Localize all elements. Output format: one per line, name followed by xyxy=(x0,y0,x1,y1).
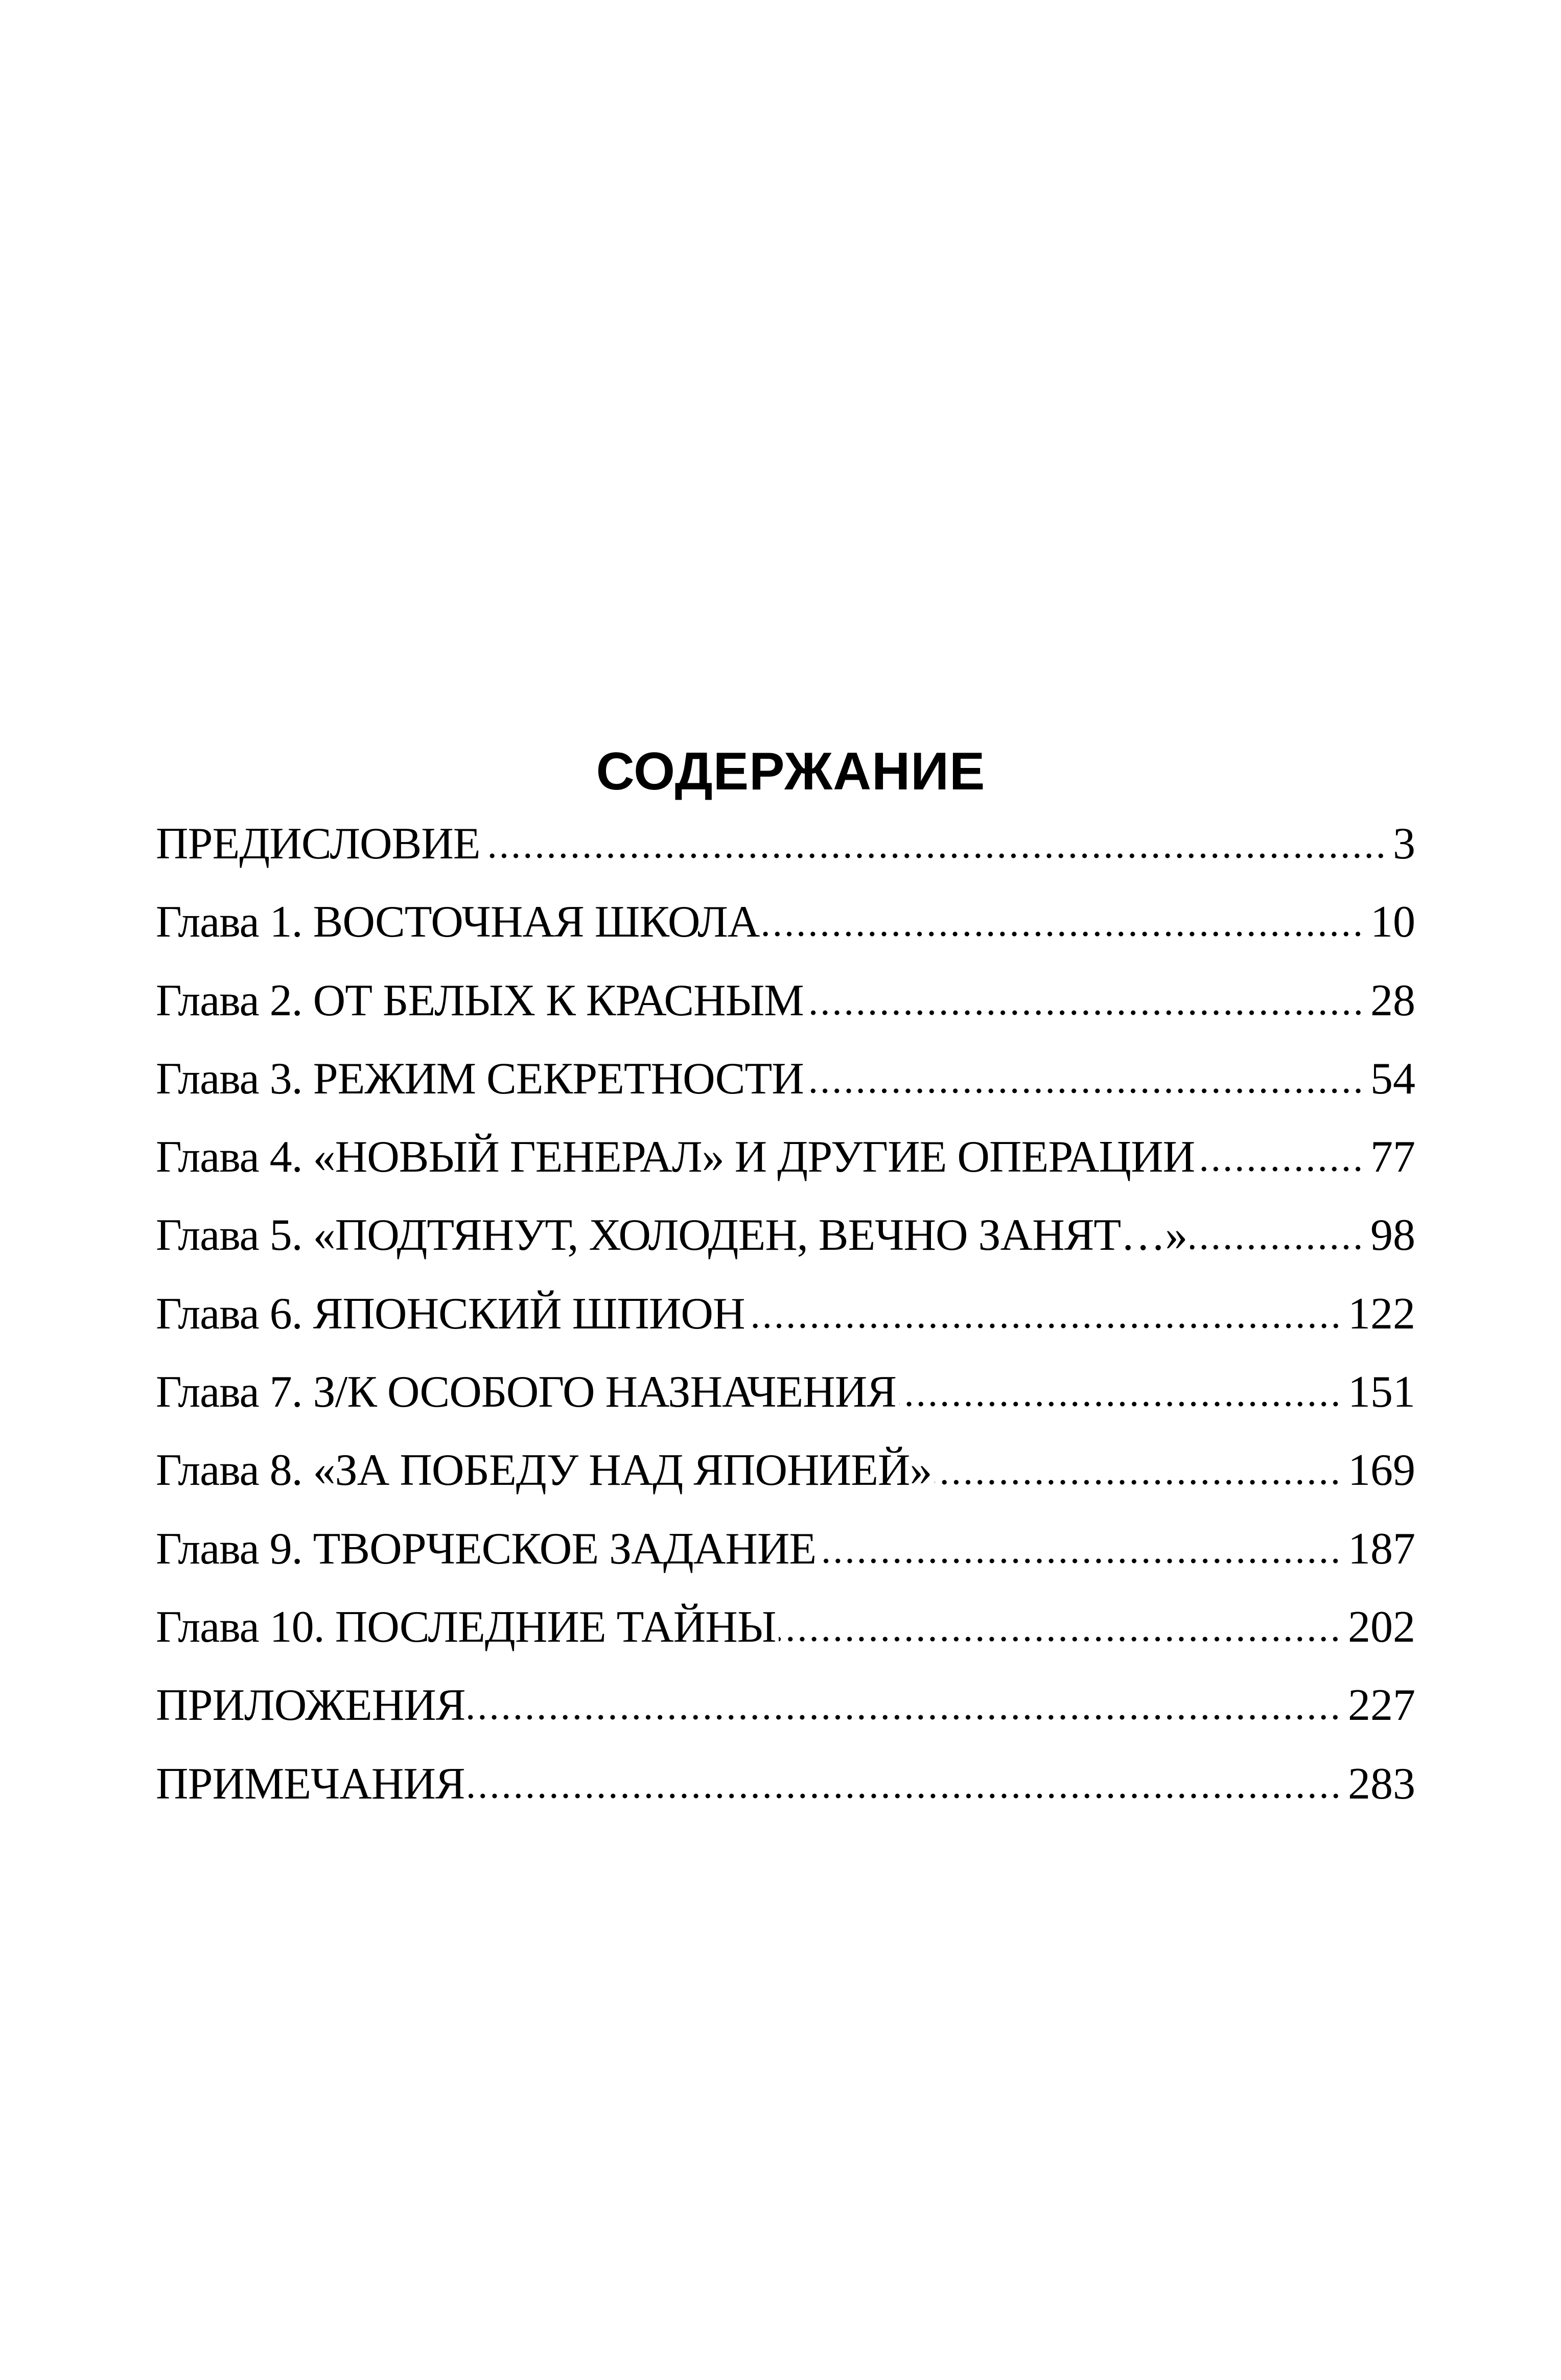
dot-leader xyxy=(1190,1243,1367,1250)
toc-page-number: 98 xyxy=(1370,1210,1415,1261)
toc-entry-label: Глава 10. ПОСЛЕДНИЕ ТАЙНЫ xyxy=(156,1602,776,1652)
toc-heading: СОДЕРЖАНИЕ xyxy=(596,741,986,801)
toc-entry-chapter-3[interactable] xyxy=(156,1048,1415,1127)
dot-leader xyxy=(1198,1164,1367,1172)
toc-entry-chapter-1[interactable] xyxy=(156,892,1415,970)
dot-leader xyxy=(468,1791,1345,1799)
dot-leader xyxy=(483,851,1390,858)
dot-leader xyxy=(807,1008,1367,1015)
toc-page-number: 3 xyxy=(1393,819,1415,869)
toc-entry-chapter-7[interactable] xyxy=(156,1362,1415,1440)
toc-page-number: 227 xyxy=(1348,1681,1415,1731)
dot-leader xyxy=(762,929,1367,937)
dot-leader xyxy=(807,1086,1367,1093)
toc-entry-chapter-6[interactable] xyxy=(156,1284,1415,1362)
toc-page-number: 283 xyxy=(1348,1759,1415,1809)
toc-entry-notes[interactable] xyxy=(156,1754,1415,1832)
dot-leader xyxy=(748,1321,1345,1328)
toc-entry-chapter-5[interactable] xyxy=(156,1205,1415,1283)
toc-entry-appendices[interactable] xyxy=(156,1675,1415,1753)
toc-entry-label: Глава 7. З/К ОСОБОГО НАЗНАЧЕНИЯ xyxy=(156,1367,896,1417)
toc-entry-chapter-8[interactable] xyxy=(156,1440,1415,1518)
toc-entry-preface[interactable] xyxy=(156,813,1415,892)
toc-entry-label: Глава 5. «ПОДТЯНУТ, ХОЛОДЕН, ВЕЧНО ЗАНЯТ…» xyxy=(156,1210,1187,1261)
toc-page-number: 54 xyxy=(1370,1054,1415,1104)
dot-leader xyxy=(935,1478,1345,1485)
dot-leader xyxy=(779,1635,1345,1642)
table-of-contents xyxy=(156,813,1415,1832)
toc-entry-label: Глава 3. РЕЖИМ СЕКРЕТНОСТИ xyxy=(156,1054,804,1104)
toc-page-number: 202 xyxy=(1348,1602,1415,1652)
toc-page-number: 187 xyxy=(1348,1524,1415,1574)
toc-entry-chapter-9[interactable] xyxy=(156,1519,1415,1597)
toc-entry-label: Глава 8. «ЗА ПОБЕДУ НАД ЯПОНИЕЙ» xyxy=(156,1445,932,1496)
toc-page-number: 151 xyxy=(1348,1367,1415,1417)
dot-leader xyxy=(819,1556,1345,1564)
toc-entry-label: ПРИМЕЧАНИЯ xyxy=(156,1759,465,1809)
toc-entry-label: Глава 9. ТВОРЧЕСКОЕ ЗАДАНИЕ xyxy=(156,1524,817,1574)
toc-entry-label: Глава 2. ОТ БЕЛЫХ К КРАСНЫМ xyxy=(156,975,804,1025)
toc-page-number: 10 xyxy=(1370,897,1415,947)
toc-entry-label: Глава 4. «НОВЫЙ ГЕНЕРАЛ» И ДРУГИЕ ОПЕРАЦИИ xyxy=(156,1132,1195,1182)
toc-page-number: 169 xyxy=(1348,1445,1415,1496)
toc-page-number: 28 xyxy=(1370,975,1415,1025)
toc-entry-label: Глава 6. ЯПОНСКИЙ ШПИОН xyxy=(156,1289,745,1339)
toc-entry-label: ПРИЛОЖЕНИЯ xyxy=(156,1681,465,1731)
toc-entry-label: ПРЕДИСЛОВИЕ xyxy=(156,819,480,869)
dot-leader xyxy=(899,1399,1345,1407)
toc-entry-label: Глава 1. ВОСТОЧНАЯ ШКОЛА xyxy=(156,897,760,947)
toc-entry-chapter-10[interactable] xyxy=(156,1597,1415,1675)
dot-leader xyxy=(468,1713,1345,1720)
toc-page-number: 77 xyxy=(1370,1132,1415,1182)
toc-page-number: 122 xyxy=(1348,1289,1415,1339)
toc-entry-chapter-2[interactable] xyxy=(156,970,1415,1048)
toc-entry-chapter-4[interactable] xyxy=(156,1127,1415,1205)
